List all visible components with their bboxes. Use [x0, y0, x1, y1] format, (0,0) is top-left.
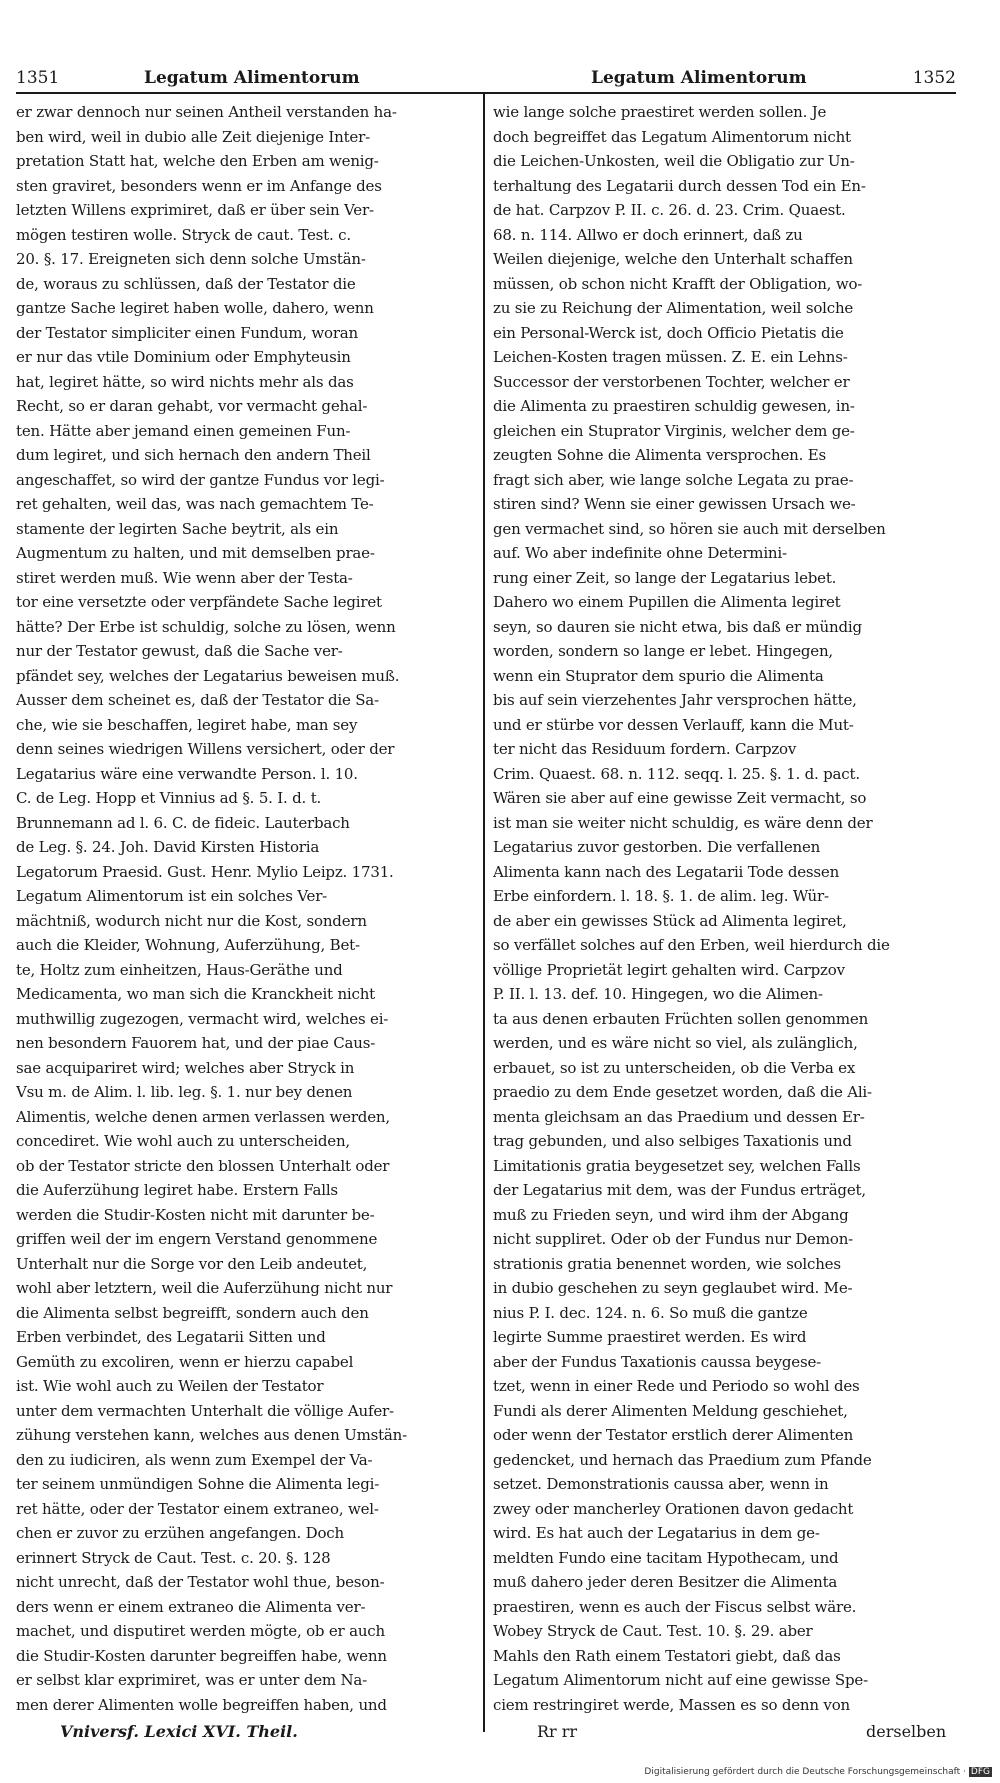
text-line: 20. §. 17. Ereigneten sich denn solche Umstän- — [16, 250, 366, 268]
text-line: mögen testiren wolle. Stryck de caut. Test. c. — [16, 225, 351, 244]
running-title-left: Legatum Alimentorum — [144, 68, 360, 88]
text-line: auch die Kleider, Wohnung, Auferzühung, Bet- — [16, 936, 360, 954]
text-line: die Leichen-Unkosten, weil die Obligatio zur Un- — [493, 152, 855, 170]
text-line: P. II. l. 13. def. 10. Hingegen, wo die Alimen- — [493, 985, 823, 1003]
text-line: terhaltung des Legatarii durch dessen Tod ein En- — [493, 176, 866, 195]
text-line: Wären sie aber auf eine gewisse Zeit vermacht, so — [493, 789, 867, 807]
text-line: Augmentum zu halten, und mit demselben prae- — [16, 544, 375, 562]
credit-text: Digitalisierung gefördert durch die Deutsche Forschungsgemeinschaft · — [644, 1767, 966, 1777]
text-line: machet, und disputiret werden mögte, ob er auch — [16, 1622, 385, 1640]
text-line: gen vermachet sind, so hören sie auch mit derselben — [493, 519, 886, 538]
text-line: hat, legiret hätte, so wird nichts mehr als das — [16, 372, 354, 391]
text-line: ter seinem unmündigen Sohne die Alimenta legi- — [16, 1475, 380, 1493]
text-line: erinnert Stryck de Caut. Test. c. 20. §. 128 — [16, 1548, 331, 1567]
text-line: muß zu Frieden seyn, und wird ihm der Abgang — [493, 1205, 849, 1224]
text-line: sae acquipariret wird; welches aber Stryck in — [16, 1058, 355, 1077]
text-line: legirte Summe praestiret werden. Es wird — [493, 1328, 807, 1346]
text-line: stiret werden muß. Wie wenn aber der Testa- — [16, 568, 353, 587]
header-rule — [16, 92, 956, 94]
text-line: setzet. Demonstrationis caussa aber, wenn in — [493, 1475, 829, 1493]
text-line: er zwar dennoch nur seinen Antheil verstanden ha- — [16, 103, 397, 121]
text-line: Alimentis, welche denen armen verlassen werden, — [16, 1107, 390, 1126]
footer-volume: Vniversf. Lexici XVI. Theil. — [60, 1722, 298, 1741]
text-line: seyn, so dauren sie nicht etwa, bis daß er mündig — [493, 617, 862, 636]
text-line: muthwillig zugezogen, vermacht wird, welches ei- — [16, 1009, 389, 1028]
text-line: die Studir-Kosten darunter begreiffen habe, wenn — [16, 1646, 387, 1665]
text-line: Unterhalt nur die Sorge vor den Leib andeutet, — [16, 1254, 368, 1273]
text-line: zu sie zu Reichung der Alimentation, weil solche — [493, 299, 854, 317]
text-line: unter dem vermachten Unterhalt die völlige Aufer- — [16, 1401, 394, 1420]
text-line: Mahls den Rath einem Testatori giebt, daß das — [493, 1646, 841, 1665]
text-line: wie lange solche praestiret werden sollen. Je — [493, 103, 827, 121]
text-line: de aber ein gewisses Stück ad Alimenta legiret, — [493, 911, 847, 930]
text-line: dum legiret, und sich hernach den andern Theil — [16, 446, 371, 464]
text-line: letzten Willens exprimiret, daß er über sein Ver- — [16, 201, 374, 219]
text-line: ob der Testator stricte den blossen Unterhalt oder — [16, 1156, 390, 1175]
text-line: ten. Hätte aber jemand einen gemeinen Fun- — [16, 421, 351, 440]
text-line: chen er zuvor zu erzühen angefangen. Doch — [16, 1524, 344, 1542]
text-line: denn seines wiedrigen Willens versichert, oder der — [16, 740, 395, 758]
text-line: Erben verbindet, des Legatarii Sitten und — [16, 1328, 326, 1346]
text-line: Legatorum Praesid. Gust. Henr. Mylio Leipz. 1731. — [16, 862, 394, 881]
text-line: trag gebunden, und also selbiges Taxationis und — [493, 1132, 852, 1150]
page-header — [16, 62, 956, 94]
text-line: nen besondern Fauorem hat, und der piae Caus- — [16, 1034, 376, 1052]
text-line: ders wenn er einem extraneo die Alimenta ver- — [16, 1597, 366, 1616]
text-line: strationis gratia benennet worden, wie solches — [493, 1254, 841, 1273]
text-line: pretation Statt hat, welche den Erben am wenig- — [16, 152, 379, 170]
digitization-credit — [644, 1767, 992, 1777]
text-line: Vsu m. de Alim. l. lib. leg. §. 1. nur bey denen — [16, 1083, 353, 1101]
text-line: die Alimenta zu praestiren schuldig gewesen, in- — [493, 397, 855, 415]
text-line: concediret. Wie wohl auch zu unterscheiden, — [16, 1132, 350, 1150]
text-line: den zu iudiciren, als wenn zum Exempel der Va- — [16, 1450, 373, 1469]
text-line: auf. Wo aber indefinite ohne Determini- — [493, 544, 787, 562]
text-line: hätte? Der Erbe ist schuldig, solche zu lösen, wenn — [16, 617, 396, 636]
text-line: nicht unrecht, daß der Testator wohl thue, beson- — [16, 1573, 385, 1591]
page-number-left: 1351 — [16, 68, 60, 88]
text-line: Wobey Stryck de Caut. Test. 10. §. 29. aber — [493, 1622, 813, 1640]
text-line: menta gleichsam an das Praedium und dessen Er- — [493, 1107, 865, 1126]
text-line: werden die Studir-Kosten nicht mit darunter be- — [16, 1205, 375, 1224]
text-line: ein Personal-Werck ist, doch Officio Pietatis die — [493, 323, 844, 342]
text-line: tzet, wenn in einer Rede und Periodo so wohl des — [493, 1377, 860, 1395]
left-column — [16, 100, 473, 1740]
text-line: wenn ein Stuprator dem spurio die Alimenta — [493, 666, 824, 685]
text-line: Limitationis gratia beygesetzet sey, welchen Falls — [493, 1156, 861, 1175]
dfg-badge: DFG — [970, 1767, 990, 1777]
text-line: gleichen ein Stuprator Virginis, welcher dem ge- — [493, 421, 855, 440]
footer-signature: Rr rr — [537, 1722, 578, 1741]
text-line: nur der Testator gewust, daß die Sache ver- — [16, 642, 343, 660]
text-line: mächtniß, wodurch nicht nur die Kost, sondern — [16, 911, 367, 930]
text-line: bis auf sein vierzehentes Jahr versprochen hätte, — [493, 691, 857, 709]
text-line: meldten Fundo eine tacitam Hypothecam, und — [493, 1548, 839, 1567]
text-line: gantze Sache legiret haben wolle, dahero, wenn — [16, 299, 374, 317]
text-line: der Legatarius mit dem, was der Fundus erträget, — [493, 1181, 866, 1199]
text-line: angeschaffet, so wird der gantze Fundus vor legi- — [16, 470, 385, 489]
text-line: Brunnemann ad l. 6. C. de fideic. Lauterbach — [16, 813, 350, 832]
text-line: zühung verstehen kann, welches aus denen Umstän- — [16, 1426, 407, 1444]
text-line: die Auferzühung legiret habe. Erstern Falls — [16, 1181, 338, 1199]
text-line: worden, sondern so lange er lebet. Hingegen, — [493, 642, 833, 660]
text-line: Leichen-Kosten tragen müssen. Z. E. ein Lehns- — [493, 348, 848, 366]
text-line: so verfället solches auf den Erben, weil hierdurch die — [493, 936, 890, 954]
text-line: nicht suppliret. Oder ob der Fundus nur Demon- — [493, 1230, 854, 1248]
text-line: muß dahero jeder deren Besitzer die Alimenta — [493, 1573, 838, 1591]
text-line: de hat. Carpzov P. II. c. 26. d. 23. Crim. Quaest. — [493, 201, 846, 219]
text-line: stamente der legirten Sache beytrit, als ein — [16, 519, 339, 538]
text-line: 68. n. 114. Allwo er doch erinnert, daß zu — [493, 225, 803, 244]
text-line: rung einer Zeit, so lange der Legatarius lebet. — [493, 568, 837, 587]
text-line: und er stürbe vor dessen Verlauff, kann die Mut- — [493, 715, 854, 734]
text-line: zeugten Sohne die Alimenta versprochen. Es — [493, 446, 827, 464]
text-line: de Leg. §. 24. Joh. David Kirsten Historia — [16, 838, 320, 856]
text-line: Gemüth zu excoliren, wenn er hierzu capabel — [16, 1352, 354, 1371]
text-line: Recht, so er daran gehabt, vor vermacht gehal- — [16, 397, 368, 415]
text-line: Legatarius zuvor gestorben. Die verfallenen — [493, 838, 821, 856]
text-line: pfändet sey, welches der Legatarius beweisen muß. — [16, 666, 400, 685]
text-line: praestiren, wenn es auch der Fiscus selbst wäre. — [493, 1597, 857, 1616]
text-line: griffen weil der im engern Verstand genommene — [16, 1230, 378, 1248]
text-line: ter nicht das Residuum fordern. Carpzov — [493, 740, 797, 758]
text-line: ist man sie weiter nicht schuldig, es wäre denn der — [493, 813, 873, 832]
text-line: ist. Wie wohl auch zu Weilen der Testator — [16, 1377, 324, 1395]
text-line: stiren sind? Wenn sie einer gewissen Ursach we- — [493, 495, 856, 513]
text-line: werden, und es wäre nicht so viel, als zulänglich, — [493, 1034, 858, 1052]
text-line: er selbst klar exprimiret, was er unter dem Na- — [16, 1671, 368, 1689]
text-line: Medicamenta, wo man sich die Kranckheit nicht — [16, 985, 375, 1003]
text-line: te, Holtz zum einheitzen, Haus-Geräthe und — [16, 960, 343, 979]
text-line: Weilen diejenige, welche den Unterhalt schaffen — [493, 250, 853, 268]
text-line: Legatarius wäre eine verwandte Person. l. 10. — [16, 764, 358, 783]
text-line: ciem restringiret werde, Massen es so denn von — [493, 1695, 850, 1714]
text-line: erbauet, so ist zu unterscheiden, ob die Verba ex — [493, 1058, 856, 1077]
text-line: C. de Leg. Hopp et Vinnius ad §. 5. I. d. t. — [16, 789, 322, 807]
text-line: wird. Es hat auch der Legatarius in dem ge- — [493, 1524, 820, 1542]
text-line: praedio zu dem Ende gesetzet worden, daß die Ali- — [493, 1083, 872, 1101]
column-divider — [483, 92, 485, 1732]
text-line: tor eine versetzte oder verpfändete Sache legiret — [16, 593, 382, 611]
page-number-right: 1352 — [912, 68, 956, 88]
text-line: sten graviret, besonders wenn er im Anfange des — [16, 176, 382, 195]
text-line: zwey oder mancherley Orationen davon gedacht — [493, 1499, 854, 1518]
text-line: ben wird, weil in dubio alle Zeit diejenige Inter- — [16, 127, 370, 146]
text-line: che, wie sie beschaffen, legiret habe, man sey — [16, 715, 358, 734]
text-line: fragt sich aber, wie lange solche Legata zu prae- — [493, 470, 854, 489]
text-line: Successor der verstorbenen Tochter, welcher er — [493, 372, 850, 391]
text-line: ta aus denen erbauten Früchten sollen genommen — [493, 1009, 869, 1028]
text-line: de, woraus zu schlüssen, daß der Testator die — [16, 274, 356, 293]
text-line: ret hätte, oder der Testator einem extraneo, wel- — [16, 1499, 379, 1518]
text-line: müssen, ob schon nicht Krafft der Obligation, wo- — [493, 274, 863, 293]
text-line: oder wenn der Testator erstlich derer Alimenten — [493, 1426, 854, 1444]
text-line: er nur das vtile Dominium oder Emphyteusin — [16, 348, 351, 366]
text-line: Legatum Alimentorum nicht auf eine gewisse Spe- — [493, 1671, 868, 1689]
text-line: ret gehalten, weil das, was nach gemachtem Te- — [16, 495, 374, 513]
text-line: die Alimenta selbst begreifft, sondern auch den — [16, 1303, 369, 1322]
text-line: nius P. I. dec. 124. n. 6. So muß die gantze — [493, 1303, 808, 1322]
text-line: doch begreiffet das Legatum Alimentorum nicht — [493, 127, 851, 146]
text-line: Legatum Alimentorum ist ein solches Ver- — [16, 887, 328, 905]
footer-catchword: derselben — [866, 1722, 947, 1741]
text-line: Ausser dem scheinet es, daß der Testator die Sa- — [16, 691, 379, 709]
running-title-right: Legatum Alimentorum — [591, 68, 807, 88]
text-line: wohl aber letztern, weil die Auferzühung nicht nur — [16, 1279, 393, 1297]
text-line: Crim. Quaest. 68. n. 112. seqq. l. 25. §. 1. d. pact. — [493, 764, 860, 783]
text-line: men derer Alimenten wolle begreiffen haben, und — [16, 1695, 387, 1714]
text-line: in dubio geschehen zu seyn geglaubet wird. Me- — [493, 1279, 853, 1297]
text-line: Fundi als derer Alimenten Meldung geschiehet, — [493, 1401, 848, 1420]
text-line: Erbe einfordern. l. 18. §. 1. de alim. leg. Wür- — [493, 887, 829, 905]
text-line: Dahero wo einem Pupillen die Alimenta legiret — [493, 593, 841, 611]
text-line: Alimenta kann nach des Legatarii Tode dessen — [493, 862, 840, 881]
text-line: gedencket, und hernach das Praedium zum Pfande — [493, 1450, 872, 1469]
text-line: der Testator simpliciter einen Fundum, woran — [16, 323, 358, 342]
text-line: völlige Proprietät legirt gehalten wird. Carpzov — [493, 960, 845, 979]
text-line: aber der Fundus Taxationis caussa beygese- — [493, 1352, 821, 1371]
right-column — [493, 100, 950, 1740]
